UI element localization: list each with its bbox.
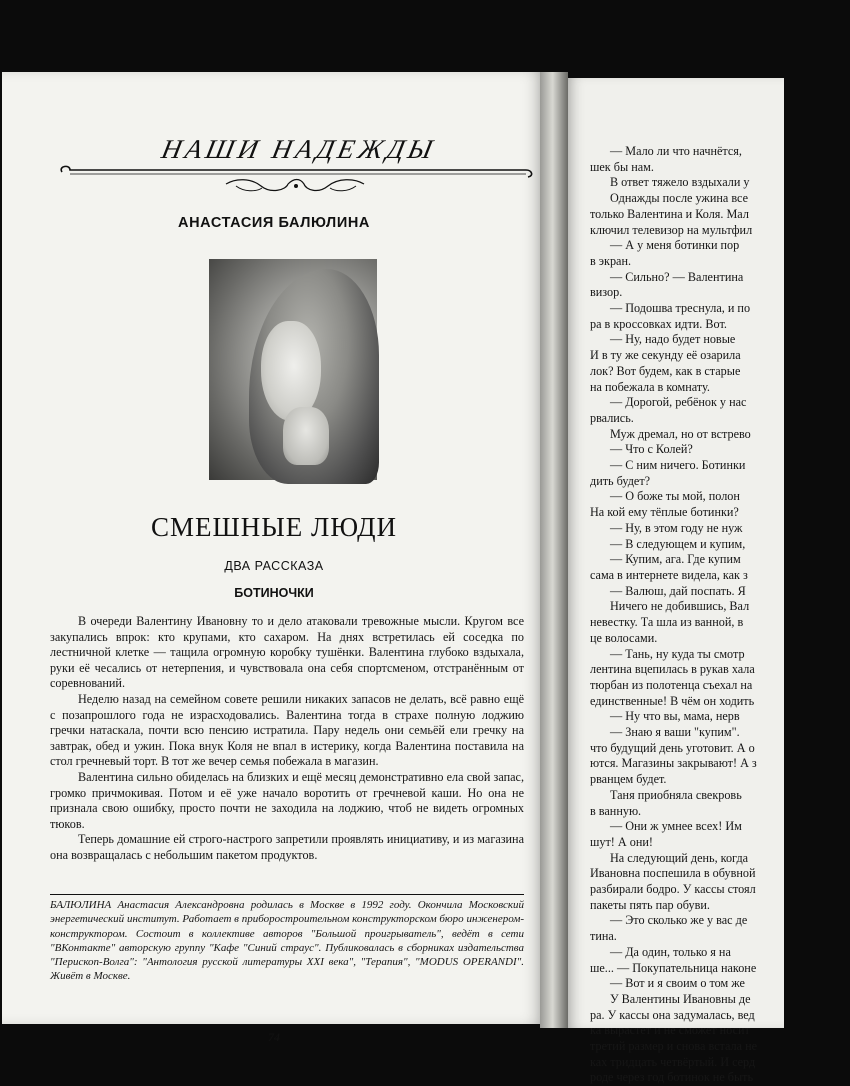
text-line: — Дорогой, ребёнок у нас bbox=[610, 395, 747, 410]
text-line: ра. У кассы она задумалась, вед bbox=[590, 1007, 755, 1022]
text-line: на побежала в комнату. bbox=[590, 379, 710, 394]
text-line: — Сильно? — Валентина bbox=[610, 269, 744, 284]
text-line: в экран. bbox=[590, 253, 632, 268]
text-line: На следующий день, когда bbox=[610, 850, 749, 865]
text-line: роде через год ботинок не быть bbox=[590, 1070, 754, 1085]
text-line: что будущий день уготовит. А о bbox=[590, 740, 755, 755]
right-page bbox=[568, 78, 784, 1085]
paragraph: Теперь домашние ей строго-настрого запретили проявлять инициативу, и из магазина она возвращалась с небольшим пакетом продуктов. bbox=[50, 832, 524, 862]
text-line: — Знаю я ваши "купим". bbox=[610, 725, 740, 740]
text-line: единственные! В чём он ходить bbox=[590, 693, 755, 708]
text-line: лентина вцепилась в рукав хала bbox=[590, 662, 755, 677]
text-line: рванцем будет. bbox=[590, 772, 667, 787]
text-line: — Тань, ну куда ты смотр bbox=[610, 646, 745, 661]
text-line: Ивановна поспешила в обувной bbox=[590, 866, 756, 881]
text-line: — Ну, в этом году не нуж bbox=[610, 520, 743, 535]
text-line: Таня приобняла свекровь bbox=[610, 787, 742, 802]
text-line: — Вот и я своим о том же bbox=[610, 976, 745, 991]
text-line: — Ну что вы, мама, нерв bbox=[610, 709, 740, 724]
bio-text: БАЛЮЛИНА Анастасия Александровна родилась в Москве в 1992 году. Окончила Московский энергетический институт. Работает в приборостроительном конструкторском бюро инженером-конструктором. Состоит в коллективе авторов "Большой проигрыватель", ведёт в сети "ВКонтакте" авторскую группу "Кафе "Синий страус". Публиковалась в сборниках издательства "Перископ-Волга": "Антология русской литературы XXI века", "Терапия", "MODUS OPERANDI". Живёт в Москве. bbox=[50, 899, 524, 983]
text-line: шек бы нам. bbox=[590, 159, 654, 174]
text-line: В ответ тяжело вздыхали у bbox=[610, 175, 750, 190]
paragraph: Валентина сильно обиделась на близких и ещё месяц демонстративно ела свой запас, громко причмокивая. Потом и её уже начало воротить от гречневой каши. Но она не признала свою ошибку, просто почти не заходила на лоджию, чтоб не видеть огромных тюков. bbox=[50, 769, 524, 831]
right-page-text bbox=[590, 144, 850, 1086]
text-line: це волосами. bbox=[590, 630, 658, 645]
text-line: — Подошва треснула, и по bbox=[610, 301, 751, 316]
text-line: только Валентина и Коля. Мал bbox=[590, 206, 749, 221]
paragraph: В очереди Валентину Ивановну то и дело атаковали тревожные мысли. Кругом все закупались впрок: кто крупами, кто сахаром. На днях встретилась ей соседка по лестничной клетке — тащила огромную коробку тушёнки. Валентина глубоко вздыхала, руки её чесались от нетерпения, и чувствовала она себя спортсменом, отстранённым от соревнований. bbox=[50, 614, 524, 691]
text-line: разбирали бодро. У кассы стоял bbox=[590, 882, 756, 897]
text-line: ше... — Покупательница наконе bbox=[590, 960, 757, 975]
book-gutter bbox=[540, 72, 568, 1028]
divider bbox=[50, 894, 524, 895]
author-bio bbox=[50, 898, 524, 984]
text-line: дить будет? bbox=[590, 473, 651, 488]
paragraph: Неделю назад на семейном совете решили никаких запасов не делать, всё равно ещё с позапрошлого года не израсходовались. Валентина тогда в страхе полную лоджию гречки натаскала, почти всю пенсию истратила. Пару недель они семьёй ели гречку на завтрак, обед и ужин. Пока внук Коля не впал в истерику, когда Валентина поставила на стол гречневый торт. В тот же вечер семья побежала в магазин. bbox=[50, 691, 524, 769]
text-line: — А у меня ботинки пор bbox=[610, 238, 740, 253]
text-line: — Купим, ага. Где купим bbox=[610, 552, 741, 567]
text-line: — Они ж умнее всех! Им bbox=[610, 819, 742, 834]
section-header: НАШИ НАДЕЖДЫ bbox=[158, 134, 440, 164]
text-line: — В следующем и купим, bbox=[610, 536, 746, 551]
page-number: 74 bbox=[268, 1030, 280, 1044]
left-page bbox=[2, 72, 546, 1044]
text-line: рвались. bbox=[590, 410, 634, 425]
text-line: тина. bbox=[590, 929, 617, 944]
author-photo bbox=[209, 259, 377, 480]
text-line: ках тридцать четвёртый. И серд bbox=[590, 1054, 756, 1069]
text-line: сама в интернете видела, как з bbox=[590, 567, 748, 582]
text-line: ключил телевизор на мультфил bbox=[590, 222, 753, 237]
text-line: — Мало ли что начнётся, bbox=[610, 144, 742, 158]
header-ornament bbox=[56, 164, 536, 198]
text-line: тюрбан из полотенца съехал на bbox=[590, 677, 753, 692]
work-title: СМЕШНЫЕ ЛЮДИ bbox=[151, 512, 397, 542]
text-line: пакеты пять пар обуви. bbox=[590, 897, 710, 912]
text-line: — Ну, надо будет новые bbox=[610, 332, 736, 347]
text-line: Ничего не добившись, Вал bbox=[610, 599, 750, 614]
text-line: — О боже ты мой, полон bbox=[610, 489, 740, 504]
text-line: На кой ему тёплые ботинки? bbox=[590, 505, 739, 520]
text-line: третий размер и снова встала не bbox=[590, 1039, 758, 1054]
text-line: шут! А они! bbox=[590, 834, 653, 849]
text-line: — Что с Колей? bbox=[610, 442, 693, 457]
text-line: визор. bbox=[590, 285, 623, 300]
work-subtitle: ДВА РАССКАЗА bbox=[224, 559, 324, 573]
text-line: в ванную. bbox=[590, 803, 642, 818]
text-line: невестку. Та шла из ванной, в bbox=[590, 615, 744, 630]
text-line: Муж дремал, но от встрево bbox=[610, 426, 751, 441]
text-line: ка вырастет и не сможет носит bbox=[590, 1023, 750, 1038]
text-line: — Это сколько же у вас де bbox=[610, 913, 748, 928]
story-body bbox=[50, 614, 524, 864]
text-line: ра в кроссовках идти. Вот. bbox=[590, 316, 727, 331]
text-line: ются. Магазины закрывают! А з bbox=[590, 756, 757, 771]
text-line: У Валентины Ивановны де bbox=[610, 991, 751, 1006]
text-line: лок? Вот будем, как в старые bbox=[590, 363, 741, 378]
author-name: АНАСТАСИЯ БАЛЮЛИНА bbox=[178, 215, 370, 231]
text-line: — Валюш, дай поспать. Я bbox=[610, 583, 746, 598]
text-line: — С ним ничего. Ботинки bbox=[610, 458, 746, 473]
story-title: БОТИНОЧКИ bbox=[234, 586, 314, 600]
text-line: И в ту же секунду её озарила bbox=[590, 348, 741, 363]
text-line: — Да один, только я на bbox=[610, 944, 731, 959]
text-line: Однажды после ужина все bbox=[610, 191, 749, 206]
